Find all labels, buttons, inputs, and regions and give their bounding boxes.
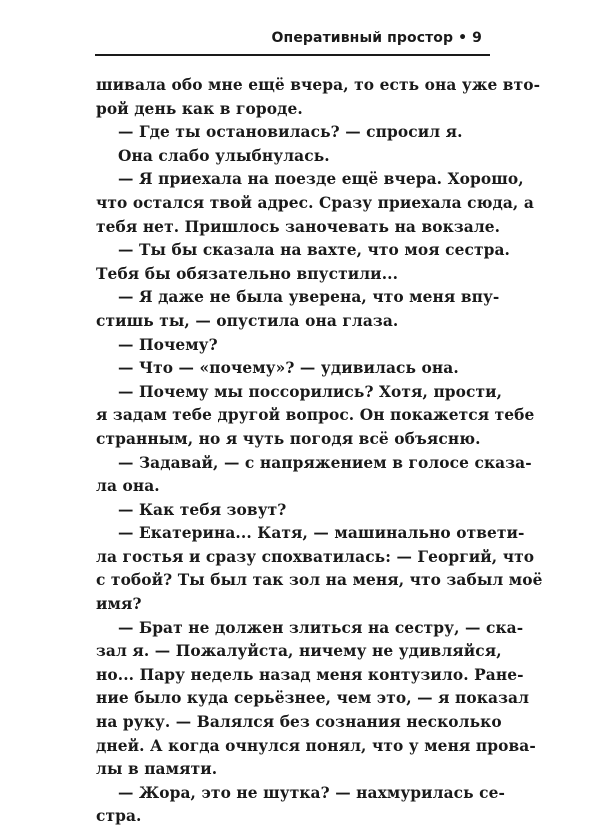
text-line: — Ты бы сказала на вахте, что моя сестра. xyxy=(118,241,511,260)
text-line: рой день как в городе. xyxy=(96,99,303,118)
text-line: тебя нет. Пришлось заночевать на вокзале. xyxy=(96,217,501,236)
text-line: стра. xyxy=(96,807,142,826)
text-line: — Где ты остановилась? — спросил я. xyxy=(118,123,463,142)
text-line: Она слабо улыбнулась. xyxy=(118,146,330,165)
text-line: — Как тебя зовут? xyxy=(118,500,287,519)
text-line: дней. А когда очнулся понял, что у меня прова- xyxy=(96,736,536,755)
text-line: что остался твой адрес. Сразу приехала сюда, а xyxy=(96,193,534,212)
text-line: — Екатерина... Катя, — машинально ответи- xyxy=(118,524,525,543)
text-line: но... Пару недель назад меня контузило. Ране- xyxy=(96,665,524,684)
text-line: с тобой? Ты был так зол на меня, что забыл моё xyxy=(96,571,543,590)
header-rule xyxy=(95,54,490,56)
text-line: Тебя бы обязательно впустили... xyxy=(96,264,399,283)
text-line: — Я приехала на поезде ещё вчера. Хорошо, xyxy=(118,170,524,189)
text-line: — Я даже не была уверена, что меня впу- xyxy=(118,288,500,307)
text-line: зал я. — Пожалуйста, ничему не удивляйся, xyxy=(96,642,502,661)
text-line: — Брат не должен злиться на сестру, — ска- xyxy=(118,618,524,637)
text-line: ние было куда серьёзнее, чем это, — я показал xyxy=(96,689,530,708)
text-line: я задам тебе другой вопрос. Он покажется тебе xyxy=(96,406,535,425)
text-line: — Жора, это не шутка? — нахмурилась се- xyxy=(118,783,506,802)
text-line: стишь ты, — опустила она глаза. xyxy=(96,311,399,330)
text-line: ла она. xyxy=(96,477,160,496)
text-line: имя? xyxy=(96,595,142,614)
text-line: — Почему? xyxy=(118,335,218,354)
text-line: шивала обо мне ещё вчера, то есть она уже вто- xyxy=(96,76,541,94)
running-head: Оперативный простор • 9 xyxy=(271,30,482,46)
text-line: лы в памяти. xyxy=(96,760,218,779)
text-line: — Что — «почему»? — удивилась она. xyxy=(118,359,459,378)
body-text xyxy=(96,74,543,829)
text-line: ла гостья и сразу спохватилась: — Георгий, что xyxy=(96,547,535,566)
text-line: — Почему мы поссорились? Хотя, прости, xyxy=(118,382,503,401)
page-header xyxy=(95,14,490,56)
text-line: на руку. — Валялся без сознания несколько xyxy=(96,713,502,732)
text-line: странным, но я чуть погодя всё объясню. xyxy=(96,429,481,448)
text-line: — Задавай, — с напряжением в голосе сказа- xyxy=(118,453,532,472)
